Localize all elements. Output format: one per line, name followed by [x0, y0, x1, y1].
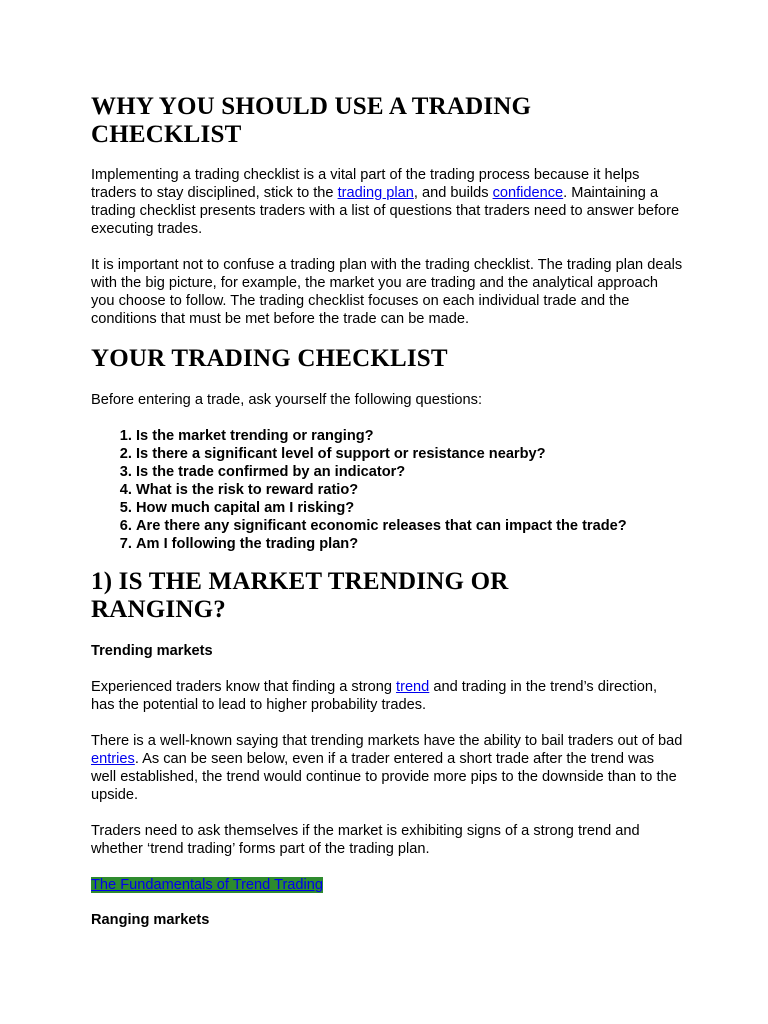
- link-entries[interactable]: entries: [91, 751, 135, 767]
- list-item: 5. How much capital am I risking?: [136, 499, 736, 517]
- link-trading-plan[interactable]: trading plan: [337, 185, 414, 201]
- text: and trading in the trend’s direction, has the potential to lead to higher probability trades.: [91, 679, 657, 713]
- text: , and builds: [413, 185, 493, 201]
- heading-trending: 1) IS THE MARKET TRENDING OR RANGING?: [91, 568, 509, 623]
- list-item: 2. Is there a significant level of support or resistance nearby?: [136, 445, 736, 463]
- list-item: 4. What is the risk to reward ratio?: [136, 481, 736, 499]
- text: . Maintaining a trading checklist presents traders with a list of questions that traders need to answer before executing trades.: [91, 185, 680, 237]
- link-fundamentals-trend-trading[interactable]: The Fundamentals of Trend Trading: [91, 877, 324, 893]
- link-trend[interactable]: trend: [396, 679, 430, 695]
- paragraph-why-1: [91, 166, 683, 238]
- paragraph-trending-3: Traders need to ask themselves if the market is exhibiting signs of a strong trend and whether ‘trend trading’ forms part of the trading plan.: [91, 823, 640, 857]
- paragraph-why-2: It is important not to confuse a trading plan with the trading checklist. The trading plan deals with the big picture, for example, the market you are trading and the analytical approach you choose to follow. The trading checklist focuses on each individual trade and the conditions that must be met before the trade can be made.: [91, 257, 683, 327]
- paragraph-checklist-intro: Before entering a trade, ask yourself the following questions:: [91, 392, 483, 408]
- list-item: 7. Am I following the trading plan?: [136, 535, 736, 553]
- text: Implementing a trading checklist is a vital part of the trading process because it helps traders to stay disciplined, stick to the: [91, 167, 640, 201]
- paragraph-trending-2: [91, 732, 683, 804]
- heading-checklist: YOUR TRADING CHECKLIST: [91, 345, 448, 372]
- link-confidence[interactable]: confidence: [492, 185, 564, 201]
- text: There is a well-known saying that trending markets have the ability to bail traders out of bad: [91, 733, 683, 749]
- highlighted-link-paragraph: [91, 876, 683, 894]
- list-item: 1. Is the market trending or ranging?: [136, 427, 736, 445]
- list-item: 3. Is the trade confirmed by an indicator?: [136, 463, 736, 481]
- subheading-ranging-markets: Ranging markets: [91, 912, 210, 928]
- checklist-list: [91, 427, 736, 553]
- list-item: 6. Are there any significant economic releases that can impact the trade?: [136, 517, 736, 535]
- subheading-trending-markets: Trending markets: [91, 643, 213, 659]
- heading-why: WHY YOU SHOULD USE A TRADING CHECKLIST: [91, 93, 532, 148]
- paragraph-trending-1: [91, 678, 683, 714]
- text: Experienced traders know that finding a strong: [91, 679, 397, 695]
- text: . As can be seen below, even if a trader entered a short trade after the trend was well established, the trend would continue to provide more pips to the downside than to the upside.: [91, 751, 677, 803]
